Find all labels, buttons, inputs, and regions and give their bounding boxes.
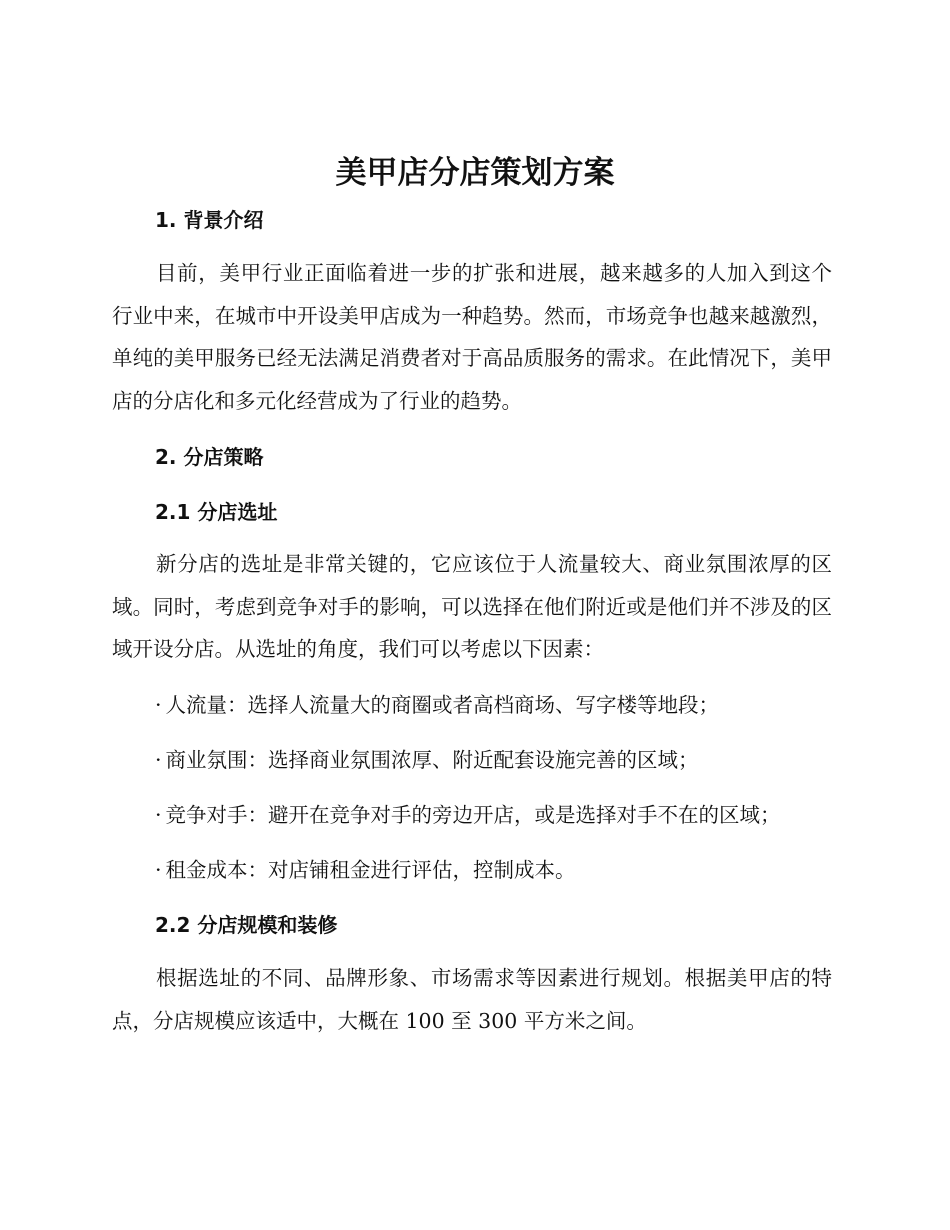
- section-heading-strategy: 2. 分店策略: [155, 445, 264, 469]
- bullet-text: 人流量：选择人流量大的商圈或者高档商场、写字楼等地段；: [165, 693, 720, 717]
- section-heading-background: 1. 背景介绍: [155, 208, 264, 232]
- bullet-marker: ·: [155, 803, 162, 827]
- bullet-item: [155, 745, 699, 775]
- bullet-text: 竞争对手：避开在竞争对手的旁边开店，或是选择对手不在的区域；: [165, 803, 781, 827]
- section-heading-location: 2.1 分店选址: [155, 500, 278, 524]
- bullet-marker: ·: [155, 748, 162, 772]
- location-paragraph: 新分店的选址是非常关键的，它应该位于人流量较大、商业氛围浓厚的区域。同时，考虑到竞争对手的影响，可以选择在他们附近或是他们并不涉及的区域开设分店。从选址的角度，我们可以考虑以下因素：: [112, 552, 832, 661]
- bullet-text: 商业氛围：选择商业氛围浓厚、附近配套设施完善的区域；: [165, 748, 699, 772]
- background-paragraph: 目前，美甲行业正面临着进一步的扩张和进展，越来越多的人加入到这个行业中来，在城市中开设美甲店成为一种趋势。然而，市场竞争也越来越激烈，单纯的美甲服务已经无法满足消费者对于高品质服务的需求。在此情况下，美甲店的分店化和多元化经营成为了行业的趋势。: [112, 261, 832, 413]
- section-heading-scale: 2.2 分店规模和装修: [155, 913, 338, 937]
- bullet-marker: ·: [155, 693, 162, 717]
- document-title: 美甲店分店策划方案: [335, 155, 615, 191]
- bullet-item: [155, 800, 781, 830]
- bullet-marker: ·: [155, 858, 162, 882]
- bullet-item: [155, 855, 576, 885]
- bullet-text: 租金成本：对店铺租金进行评估，控制成本。: [165, 858, 576, 882]
- bullet-item: [155, 690, 719, 720]
- scale-paragraph: 根据选址的不同、品牌形象、市场需求等因素进行规划。根据美甲店的特点，分店规模应该适中，大概在 100 至 300 平方米之间。: [112, 966, 832, 1033]
